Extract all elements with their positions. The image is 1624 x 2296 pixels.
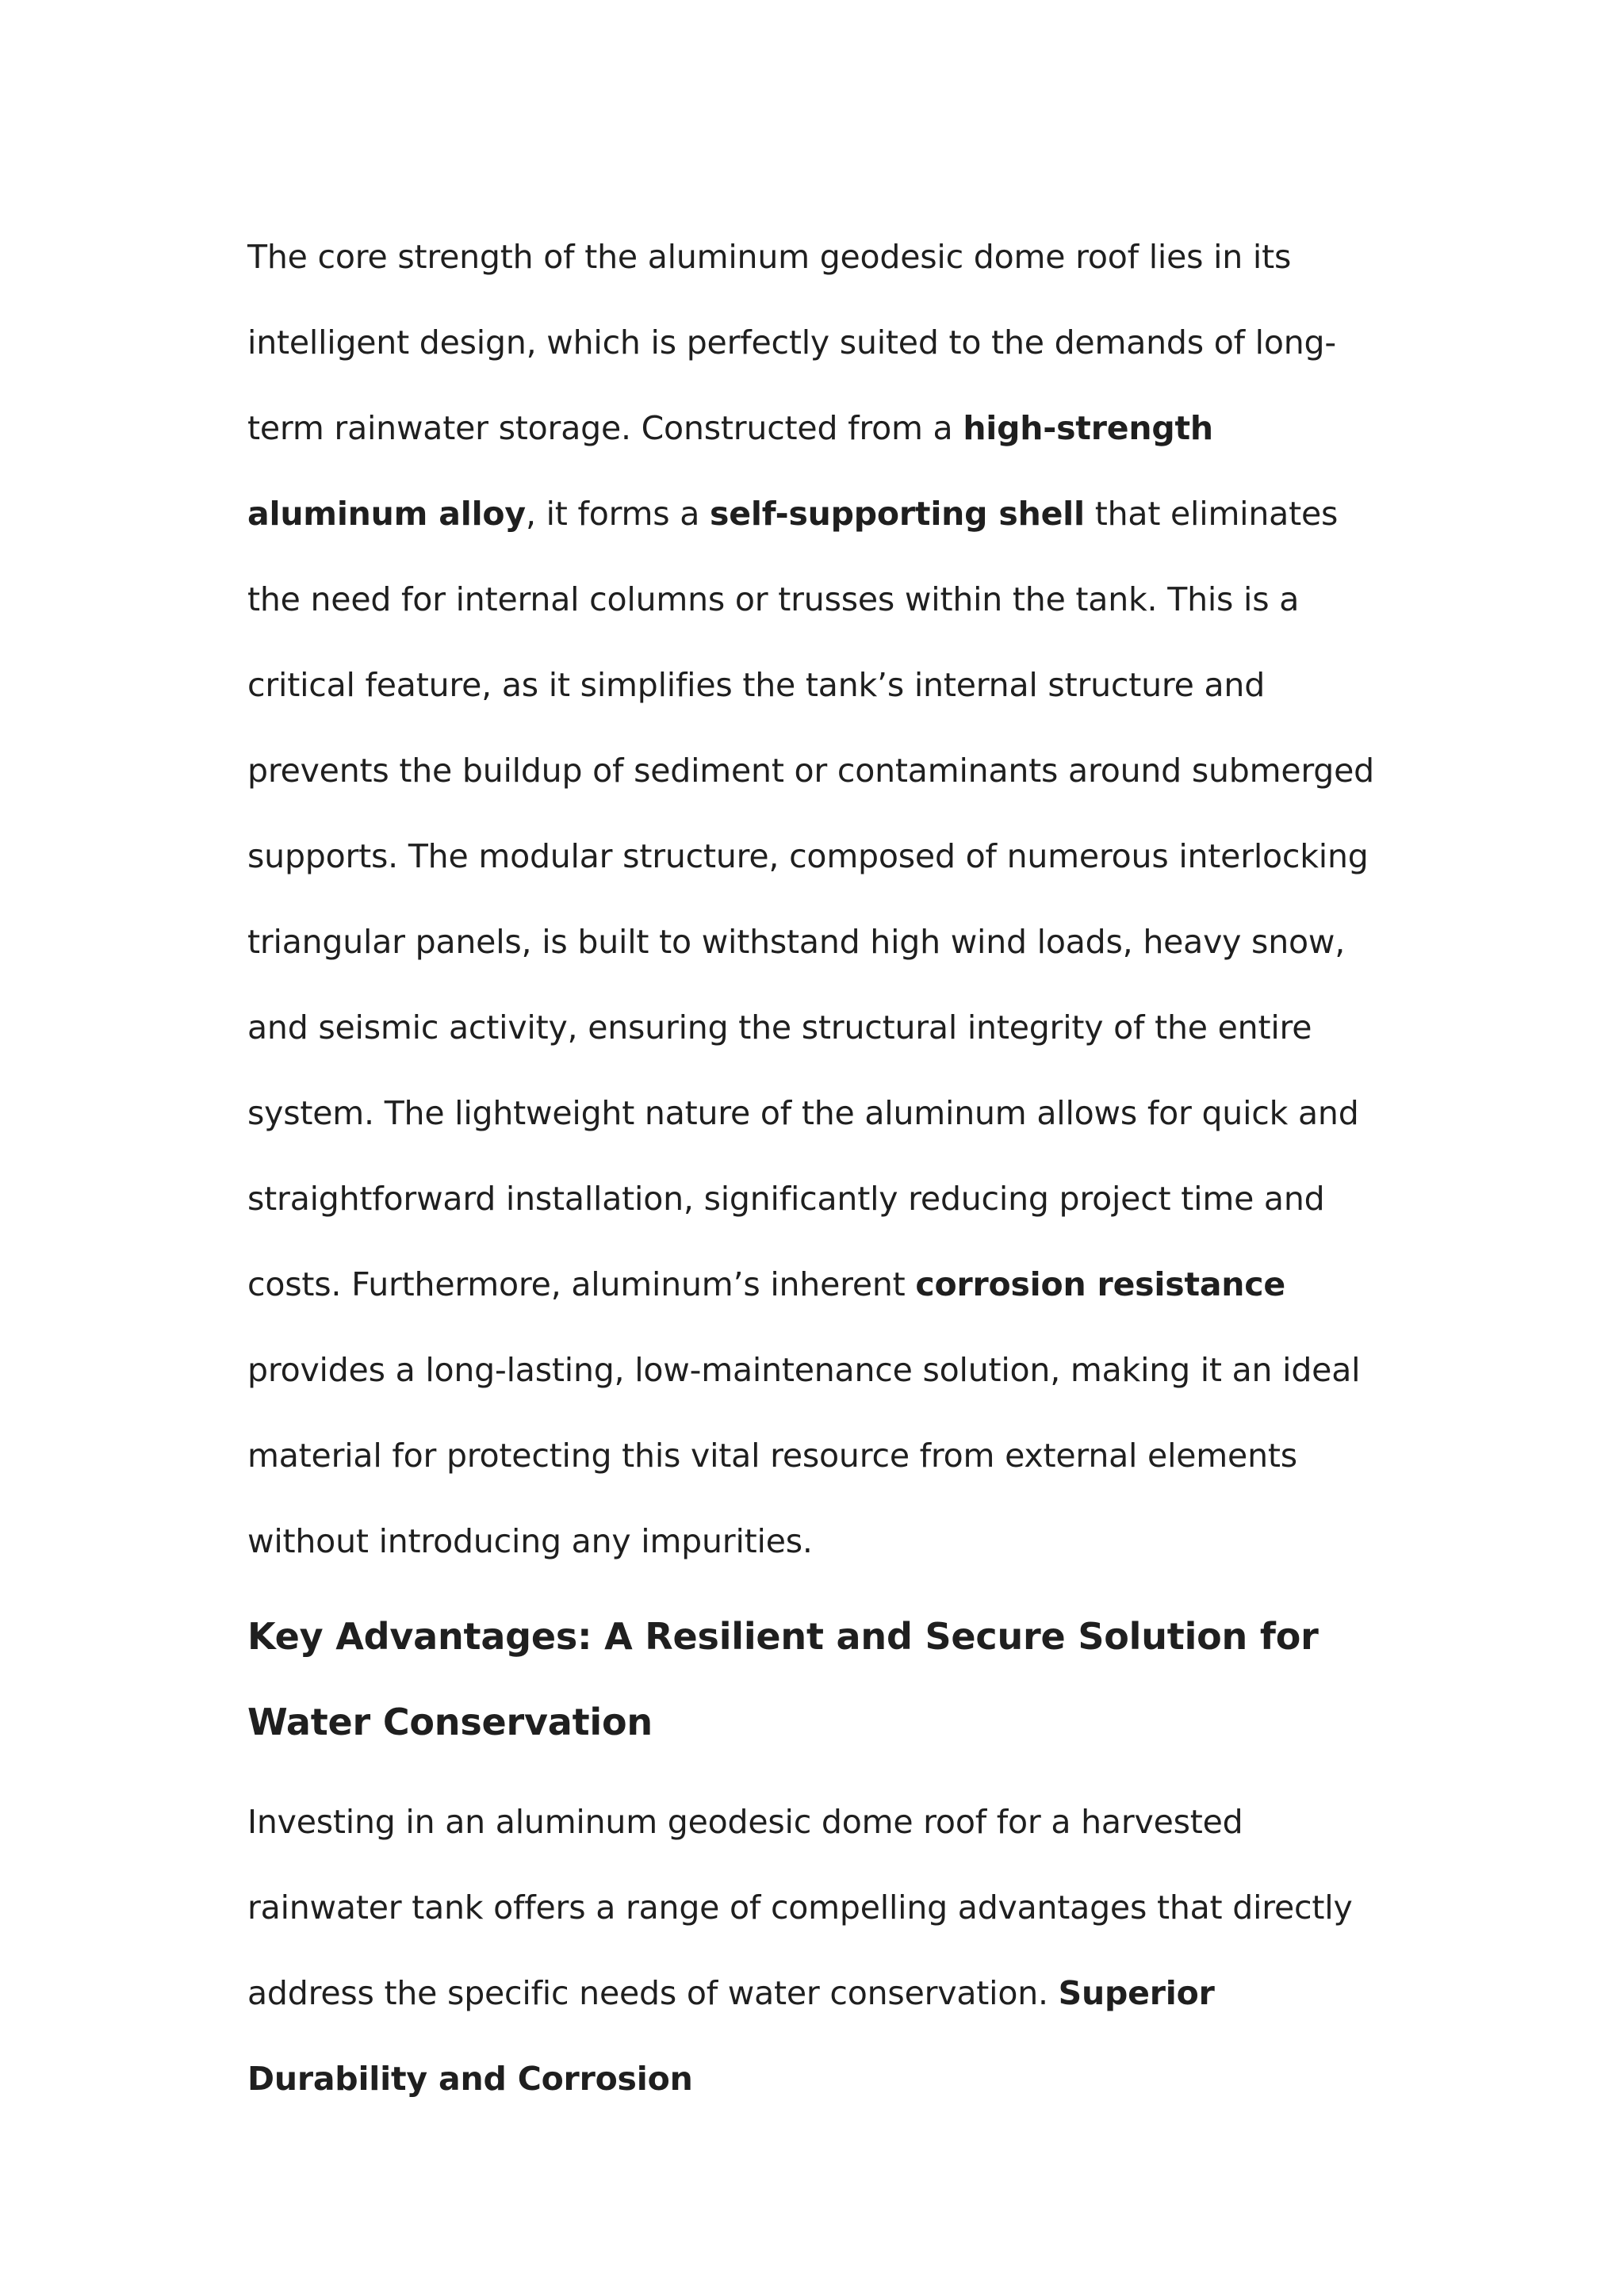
bold-phrase-corrosion: corrosion resistance — [915, 1265, 1286, 1303]
section-heading: Key Advantages: A Resilient and Secure Solution for Water Conservation — [247, 1615, 1319, 1743]
body-paragraph-structure — [247, 214, 1389, 1584]
paragraph-text: Investing in an aluminum geodesic dome roof for a harvested rainwater tank offers a range of compelling advantages that directly address the specific needs of water conservation. — [247, 1803, 1353, 2012]
paragraph-text: provides a long-lasting, low-maintenance solution, making it an ideal material for protecting this vital resource from external elements without introducing any impurities. — [247, 1351, 1361, 1560]
body-paragraph-advantages — [247, 1779, 1389, 2122]
paragraph-text: that eliminates the need for internal columns or trusses within the tank. This is a critical feature, as it simplifies the tank’s internal structure and prevents the buildup of sediment or contaminants around submerged supports. The modular structure, composed of numerous interlocking triangular panels, is built to withstand high wind loads, heavy snow, and seismic activity, ensuring the structural integrity of the entire system. The lightweight nature of the aluminum allows for quick and straightforward installation, significantly reducing project time and costs. Furthermore, aluminum’s inherent — [247, 495, 1374, 1303]
bold-phrase-durability: Superior Durability and Corrosion — [247, 1974, 1215, 2098]
bold-phrase-alloy: high-strength aluminum alloy — [247, 409, 1213, 533]
paragraph-text: The core strength of the aluminum geodesic dome roof lies in its intelligent design, which is perfectly suited to the demands of long-term rainwater storage. Constructed from a — [247, 238, 1336, 447]
paragraph-text: , it forms a — [525, 495, 710, 533]
bold-phrase-shell: self-supporting shell — [710, 495, 1085, 533]
